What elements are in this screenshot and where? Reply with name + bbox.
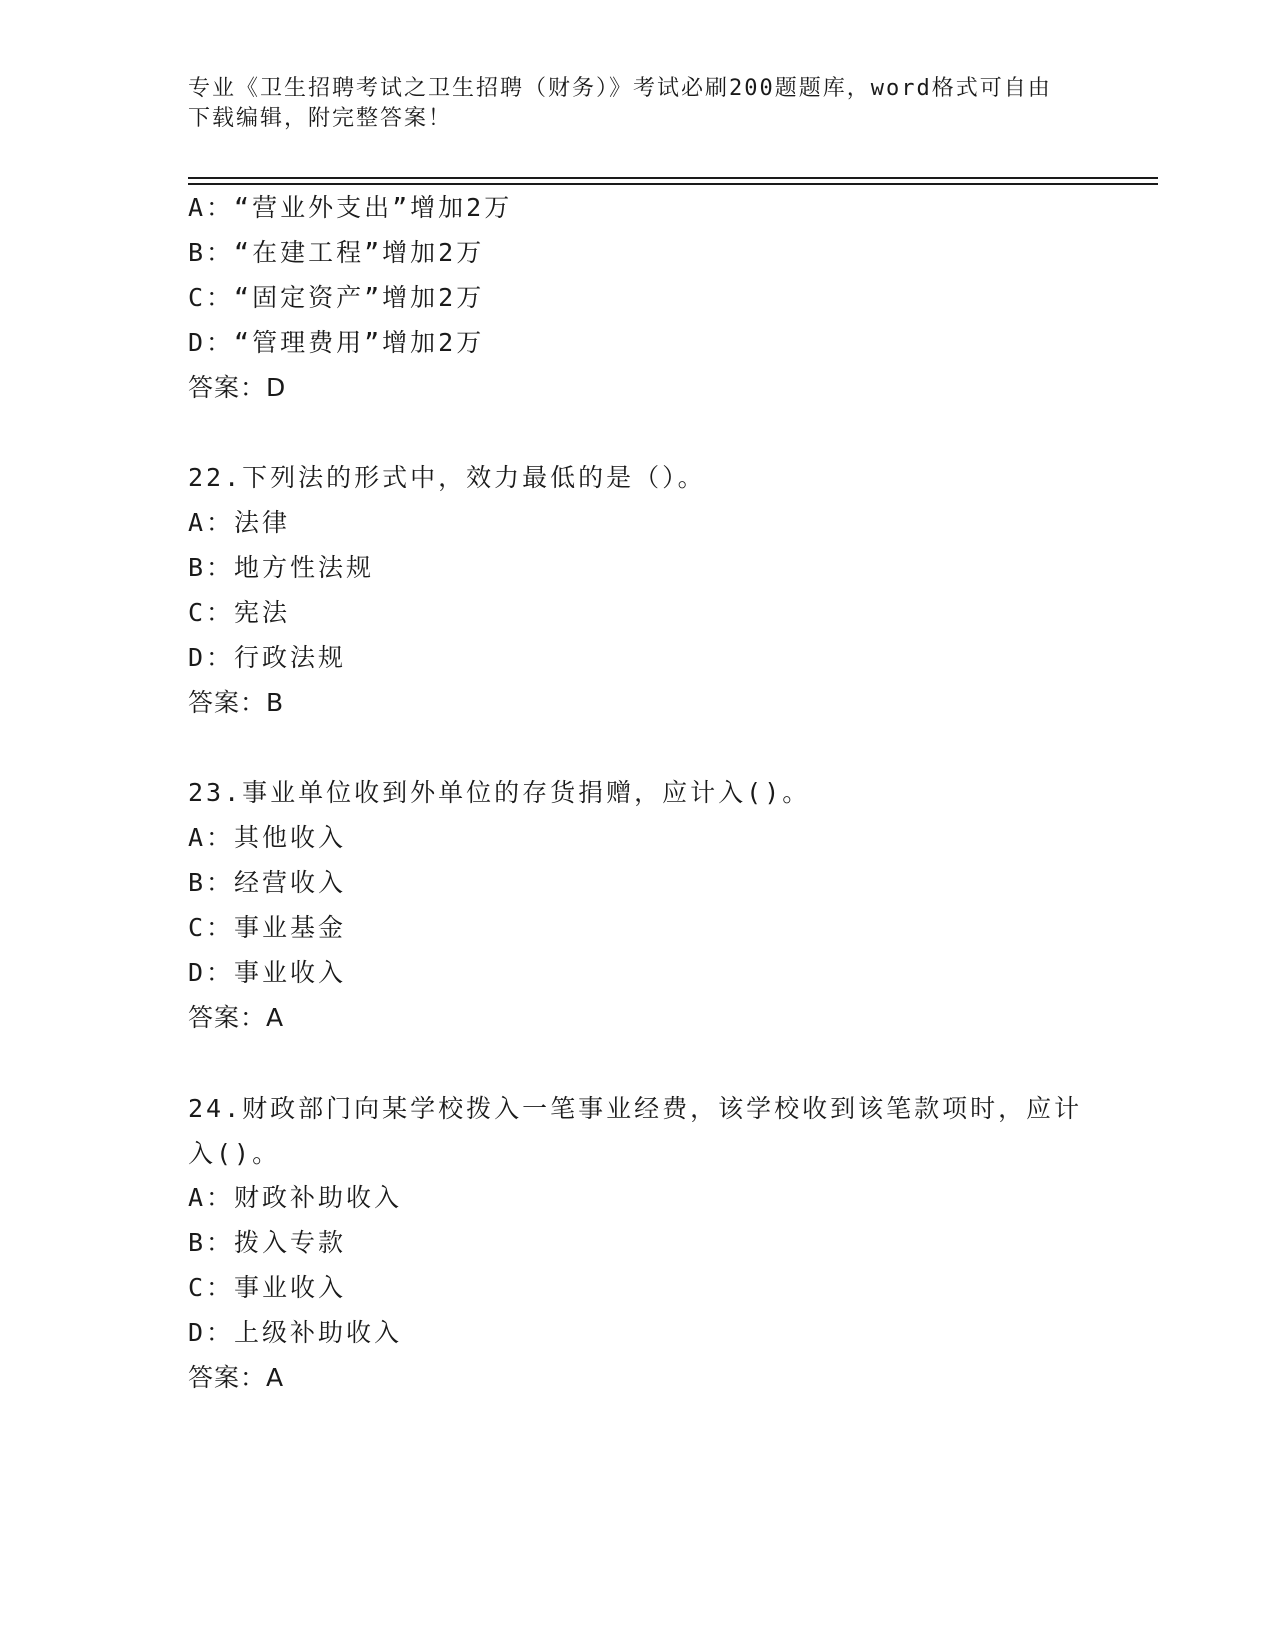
q23-answer xyxy=(188,1003,284,1033)
q24-option-d: D：上级补助收入 xyxy=(188,1318,403,1347)
q23-stem: 23.事业单位收到外单位的存货捐赠，应计入()。 xyxy=(188,778,811,807)
q22-option-d: D：行政法规 xyxy=(188,643,347,672)
q21-option-d: D：“管理费用”增加2万 xyxy=(188,328,485,357)
answer-label: 答案： xyxy=(188,1003,267,1032)
q24-option-a: A：财政补助收入 xyxy=(188,1183,403,1212)
answer-value: D xyxy=(266,373,287,402)
answer-label: 答案： xyxy=(188,373,267,402)
answer-label: 答案： xyxy=(188,688,267,717)
document-header: 专业《卫生招聘考试之卫生招聘（财务）》考试必刷200题题库，word格式可自由下载编辑，附完整答案！ xyxy=(188,76,1052,131)
q24-answer xyxy=(188,1363,284,1393)
q22-stem: 22.下列法的形式中，效力最低的是（）。 xyxy=(188,463,706,492)
q24-stem: 24.财政部门向某学校拨入一笔事业经费，该学校收到该笔款项时，应计入()。 xyxy=(188,1094,1083,1168)
q23-option-c: C：事业基金 xyxy=(188,913,347,942)
answer-value: A xyxy=(266,1363,285,1392)
q22-answer xyxy=(188,688,284,718)
q21-option-c: C：“固定资产”增加2万 xyxy=(188,283,485,312)
q22-option-c: C：宪法 xyxy=(188,598,291,627)
answer-value: A xyxy=(266,1003,285,1032)
answer-value: B xyxy=(266,688,285,717)
q23-option-d: D：事业收入 xyxy=(188,958,347,987)
q24-option-c: C：事业收入 xyxy=(188,1273,347,1302)
q23-option-a: A：其他收入 xyxy=(188,823,347,852)
q23-option-b: B：经营收入 xyxy=(188,868,347,897)
header-divider-bottom xyxy=(188,183,1158,185)
header-divider-top xyxy=(188,177,1158,179)
q21-option-b: B：“在建工程”增加2万 xyxy=(188,238,485,267)
q22-option-b: B：地方性法规 xyxy=(188,553,375,582)
answer-label: 答案： xyxy=(188,1363,267,1392)
q21-answer xyxy=(188,373,286,403)
q21-option-a: A：“营业外支出”增加2万 xyxy=(188,193,513,222)
q22-option-a: A：法律 xyxy=(188,508,291,537)
q24-option-b: B：拨入专款 xyxy=(188,1228,347,1257)
